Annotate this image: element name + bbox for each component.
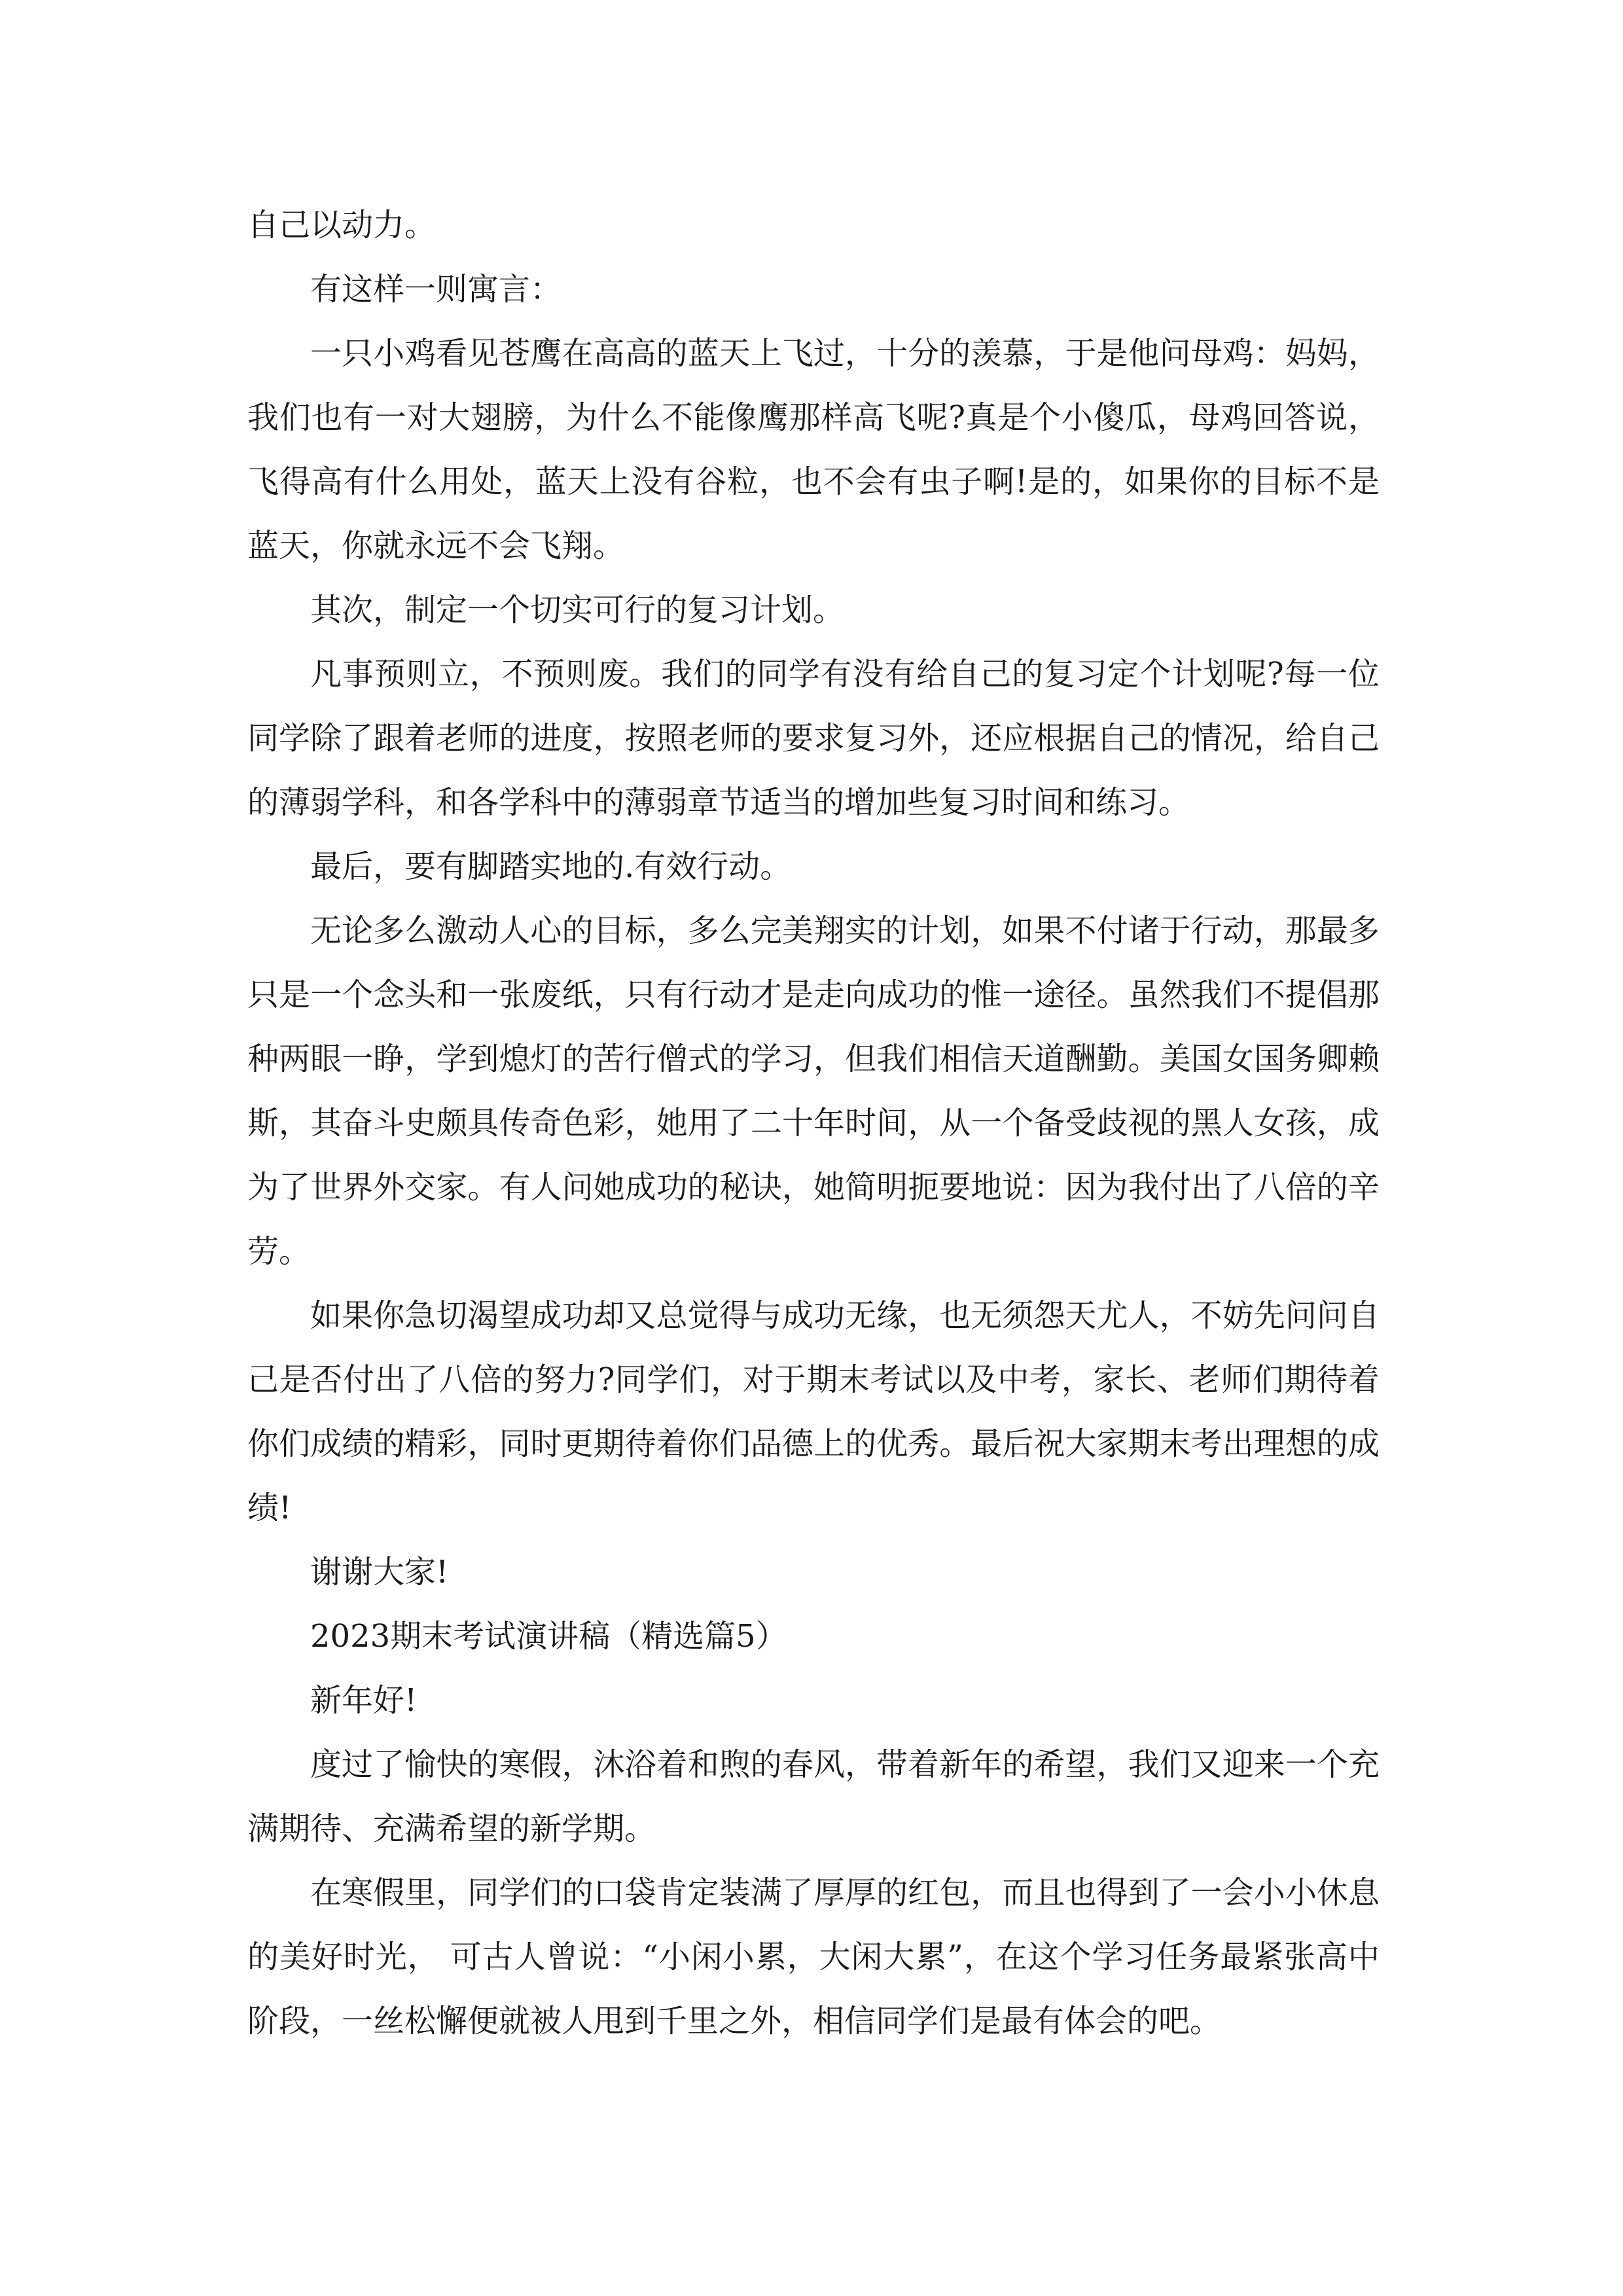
paragraph: 如果你急切渴望成功却又总觉得与成功无缘，也无须怨天尤人，不妨先问问自己是否付出了八倍的努力?同学们，对于期末考试以及中考，家长、老师们期待着你们成绩的精彩，同时更期待着你们品德上的优秀。最后祝大家期末考出理想的成绩! [247,1297,1380,1526]
document-body [247,193,1380,2053]
paragraph: 谢谢大家! [310,1554,449,1590]
paragraph: 度过了愉快的寒假，沐浴着和煦的春风，带着新年的希望，我们又迎来一个充满期待、充满希望的新学期。 [247,1746,1380,1847]
section-heading: 2023期末考试演讲稿（精选篇5） [310,1618,787,1655]
paragraph: 最后，要有脚踏实地的.有效行动。 [310,848,792,885]
paragraph: 自己以动力。 [247,207,437,243]
paragraph: 在寒假里，同学们的口袋肯定装满了厚厚的红包，而且也得到了一会小小休息的美好时光， 可古人曾说：“小闲小累，大闲大累”，在这个学习任务最紧张高中阶段，一丝松懈便就被人甩到千里之外，相信同学们是最有体会的吧。 [247,1874,1380,2039]
paragraph: 有这样一则寓言： [310,271,562,308]
paragraph: 凡事预则立，不预则废。我们的同学有没有给自己的复习定个计划呢?每一位同学除了跟着老师的进度，按照老师的要求复习外，还应根据自己的情况，给自己的薄弱学科，和各学科中的薄弱章节适当的增加些复习时间和练习。 [247,656,1380,821]
paragraph: 其次，制定一个切实可行的复习计划。 [310,592,845,628]
paragraph: 无论多么激动人心的目标，多么完美翔实的计划，如果不付诸于行动，那最多只是一个念头和一张废纸，只有行动才是走向成功的惟一途径。虽然我们不提倡那种两眼一睁，学到熄灯的苦行僧式的学习，但我们相信天道酬勤。美国女国务卿赖斯，其奋斗史颇具传奇色彩，她用了二十年时间，从一个备受歧视的黑人女孩，成为了世界外交家。有人问她成功的秘诀，她简明扼要地说：因为我付出了八倍的辛劳。 [247,912,1380,1270]
paragraph: 新年好! [310,1682,418,1719]
paragraph: 一只小鸡看见苍鹰在高高的蓝天上飞过，十分的羡慕，于是他问母鸡：妈妈，我们也有一对大翅膀，为什么不能像鹰那样高飞呢?真是个小傻瓜，母鸡回答说，飞得高有什么用处，蓝天上没有谷粒，也不会有虫子啊!是的，如果你的目标不是蓝天，你就永远不会飞翔。 [247,335,1380,564]
